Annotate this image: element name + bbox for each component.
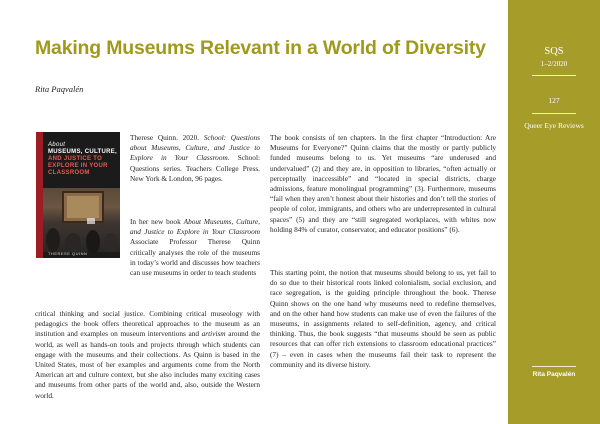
right-column-paragraph-2: This starting point, the notion that museums should belong to us, yet fail to do so due to their historical roots linked colonialism, social exclusion, and race segregation, is the guiding principle throughout the book. Therese Quinn shows on the one hand why museums need to redefine themselves, and on the other hand how students can make use of even the failures of the museums, in assignments related to self-definition, agency, and critical thinking. Thus, the book suggests “that museums should be seen as public resources that can offer rich extensions to classroom educational practices” (7) – even in cases when the museums fail their task to represent the community and its diverse history.: [270, 268, 496, 369]
cover-photo: [43, 188, 120, 252]
cover-title-line: About: [48, 142, 66, 148]
intro-text: In her new book: [130, 217, 181, 226]
cover-title-line: CLASSROOM: [48, 170, 90, 176]
sidebar-author: Rita Paqvalén: [532, 371, 576, 378]
sidebar-divider: [532, 75, 576, 76]
article-title: Making Museums Relevant in a World of Diversity: [35, 37, 486, 59]
sidebar-divider: [532, 113, 576, 114]
book-citation: [130, 133, 260, 184]
journal-name: SQS: [544, 46, 564, 57]
emphasis-text: artivism: [201, 329, 226, 339]
citation-book-title: School: Questions about Museums, Culture, and Justice to Explore in Your Classroom.: [130, 133, 260, 163]
cover-author: THERESE QUINN: [48, 251, 88, 256]
cover-spine: [36, 132, 43, 258]
journal-issue: 1–2/2020: [540, 60, 568, 68]
cover-title-line: EXPLORE IN YOUR: [48, 163, 108, 169]
sidebar-divider: [532, 366, 576, 367]
intro-text: Associate Professor Therese Quinn critically analyses the role of the museums in today’s world and discusses how teachers can use museums in order to teach students: [130, 237, 260, 278]
cover-title-line: AND JUSTICE TO: [48, 156, 103, 162]
page-number: 127: [548, 96, 560, 105]
sidebar: [508, 0, 600, 424]
book-cover: [36, 132, 120, 258]
left-column-paragraph: [35, 309, 260, 401]
intro-book-title: About Museums, Culture, and Justice to Explore in Your Classroom: [130, 217, 260, 237]
museum-visitors-image: [43, 188, 120, 252]
cover-title-line: MUSEUMS, CULTURE,: [48, 149, 117, 155]
right-column-paragraph-1: The book consists of ten chapters. In the first chapter “Introduction: Are Museums for Everyone?” Quinn claims that the mostly or partly publicly funded museums belong to us. Yet museums “are underused and undervalued” (2) and they are, in opposition to libraries, “often actually or perceptually inaccessible” and “located in special districts, charge admissions, feature monolingual programming” (3). Furthermore, museums “fail when they aren’t honest about their histories and don’t tell the stories of people of color, immigrants, and others who are underrepresented in cultural spaces” (5) and they are “still segregated workplaces, with whites now holding 84% of curator, conservator, and educator positions” (6).: [270, 133, 496, 234]
body-text: around the world, as well as hands-on tools and projects through which students can engage with the museums and their collections. As Quinn is based in the United States, most of her examples and arguments come from the North American art and culture context, but she also includes many exciting cases and museums from other parts of the world and, also, outside the Western world.: [35, 329, 260, 400]
section-name: Queer Eye Reviews: [524, 121, 584, 130]
article-author: Rita Paqvalén: [35, 84, 84, 94]
citation-details: School: Questions series. Teachers College Press. New York & London, 96 pages.: [130, 153, 260, 183]
cover-title: [48, 142, 118, 177]
citation-author: Therese Quinn.: [130, 133, 178, 142]
intro-paragraph: [130, 217, 260, 278]
body-text: critical thinking and social justice. Combining critical museology with pedagogics the book offers theoretical approaches to the museum as an institution and examples on museum interventions and: [35, 309, 260, 339]
citation-year: 2020.: [182, 133, 200, 142]
